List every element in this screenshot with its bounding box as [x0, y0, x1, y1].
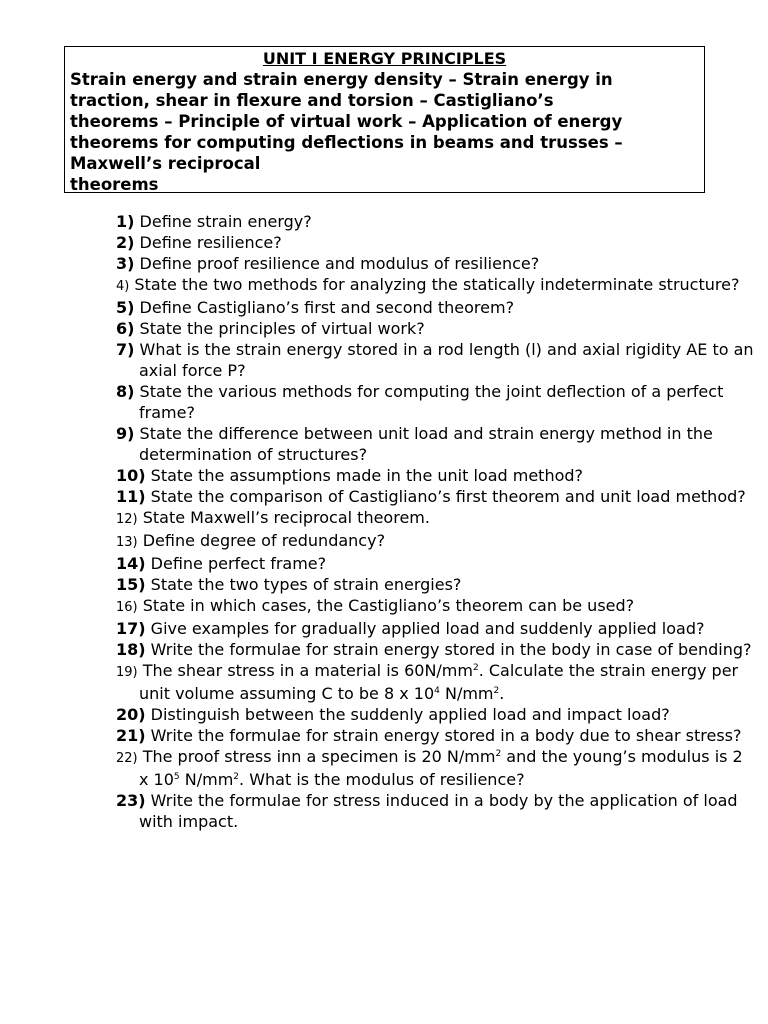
question-text: Define resilience? — [134, 233, 282, 252]
question-text: Distinguish between the suddenly applied load and impact load? — [145, 705, 670, 724]
question-text: State the principles of virtual work? — [134, 319, 425, 338]
question-number: 16) — [116, 600, 138, 615]
question-number: 14) — [116, 554, 146, 573]
question-number: 7) — [116, 340, 135, 359]
question-superscript: 2 — [493, 686, 500, 696]
question-item — [116, 790, 756, 832]
question-item — [116, 274, 756, 297]
question-item — [116, 507, 756, 530]
question-number: 3) — [116, 254, 135, 273]
question-item — [116, 704, 756, 725]
question-text: State the various methods for computing the joint deflection of a perfect frame? — [134, 382, 724, 422]
question-superscript: 4 — [434, 686, 440, 696]
question-number: 13) — [116, 535, 138, 550]
question-text: What is the strain energy stored in a rod length (l) and axial rigidity AE to an axial force P? — [134, 340, 754, 380]
question-text: Define strain energy? — [134, 212, 312, 231]
question-number: 1) — [116, 212, 135, 231]
question-number: 17) — [116, 619, 146, 638]
question-number: 2) — [116, 233, 135, 252]
question-text: . Calculate the strain energy per unit volume assuming C to be 8 x 10 — [139, 661, 739, 703]
question-item — [116, 339, 756, 381]
question-text: Define proof resilience and modulus of resilience? — [134, 254, 540, 273]
question-number: 15) — [116, 575, 146, 594]
question-text: State Maxwell’s reciprocal theorem. — [137, 508, 430, 527]
question-number: 19) — [116, 665, 138, 680]
question-text: N/mm — [179, 770, 234, 789]
question-number: 23) — [116, 791, 146, 810]
unit-header-box — [64, 46, 705, 193]
question-number: 10) — [116, 466, 146, 485]
question-item — [116, 318, 756, 339]
question-text: Write the formulae for strain energy stored in a body due to shear stress? — [145, 726, 742, 745]
question-text: . What is the modulus of resilience? — [239, 770, 525, 789]
question-item — [116, 381, 756, 423]
question-text: State the two methods for analyzing the statically indeterminate structure? — [129, 275, 740, 294]
question-number: 12) — [116, 512, 138, 527]
question-text: State the two types of strain energies? — [145, 575, 462, 594]
question-text: State in which cases, the Castigliano’s theorem can be used? — [137, 596, 635, 615]
question-item — [116, 486, 756, 507]
question-text: The proof stress inn a specimen is 20 N/mm — [137, 747, 496, 766]
unit-title: UNIT I ENERGY PRINCIPLES — [262, 49, 507, 68]
question-text: and the young’s modulus is 2 x 10 — [139, 747, 743, 789]
question-item — [116, 618, 756, 639]
question-item — [116, 746, 756, 790]
question-text: Write the formulae for stress induced in a body by the application of load with impact. — [139, 791, 738, 831]
question-item — [116, 595, 756, 618]
question-number: 8) — [116, 382, 135, 401]
question-item — [116, 253, 756, 274]
question-number: 5) — [116, 298, 135, 317]
question-number: 18) — [116, 640, 146, 659]
question-item — [116, 211, 756, 232]
question-text: Define degree of redundancy? — [137, 531, 386, 550]
question-number: 4) — [116, 279, 130, 294]
question-item — [116, 553, 756, 574]
question-item — [116, 639, 756, 660]
question-text: Write the formulae for strain energy stored in the body in case of bending? — [145, 640, 752, 659]
question-text: The shear stress in a material is 60N/mm — [137, 661, 473, 680]
question-superscript: 2 — [495, 749, 502, 759]
question-text: State the difference between unit load and strain energy method in the determination of structures? — [134, 424, 713, 464]
question-item — [116, 423, 756, 465]
question-item — [116, 530, 756, 553]
question-text: State the comparison of Castigliano’s first theorem and unit load method? — [145, 487, 746, 506]
question-number: 20) — [116, 705, 146, 724]
question-superscript: 5 — [173, 772, 180, 782]
question-number: 6) — [116, 319, 135, 338]
question-text: Give examples for gradually applied load and suddenly applied load? — [145, 619, 705, 638]
question-superscript: 2 — [233, 772, 240, 782]
question-item — [116, 232, 756, 253]
question-text: N/mm — [439, 684, 494, 703]
question-item — [116, 297, 756, 318]
question-text: Define perfect frame? — [145, 554, 327, 573]
question-text: Define Castigliano’s first and second theorem? — [134, 298, 515, 317]
question-item — [116, 725, 756, 746]
question-number: 9) — [116, 424, 135, 443]
unit-syllabus-description: Strain energy and strain energy density – Strain energy in traction, shear in flexure and torsion – Castigliano’s theorems – Principle of virtual work – Application of energy theorems for computing deflections in beams and trusses – Maxwell’s reciprocal theorems — [70, 70, 623, 194]
question-number: 22) — [116, 751, 138, 766]
question-item — [116, 660, 756, 704]
question-number: 21) — [116, 726, 146, 745]
question-superscript: 2 — [472, 663, 479, 673]
question-number: 11) — [116, 487, 146, 506]
question-text: State the assumptions made in the unit load method? — [145, 466, 584, 485]
question-item — [116, 574, 756, 595]
question-list — [116, 211, 756, 832]
question-item — [116, 465, 756, 486]
question-text: . — [499, 684, 505, 703]
